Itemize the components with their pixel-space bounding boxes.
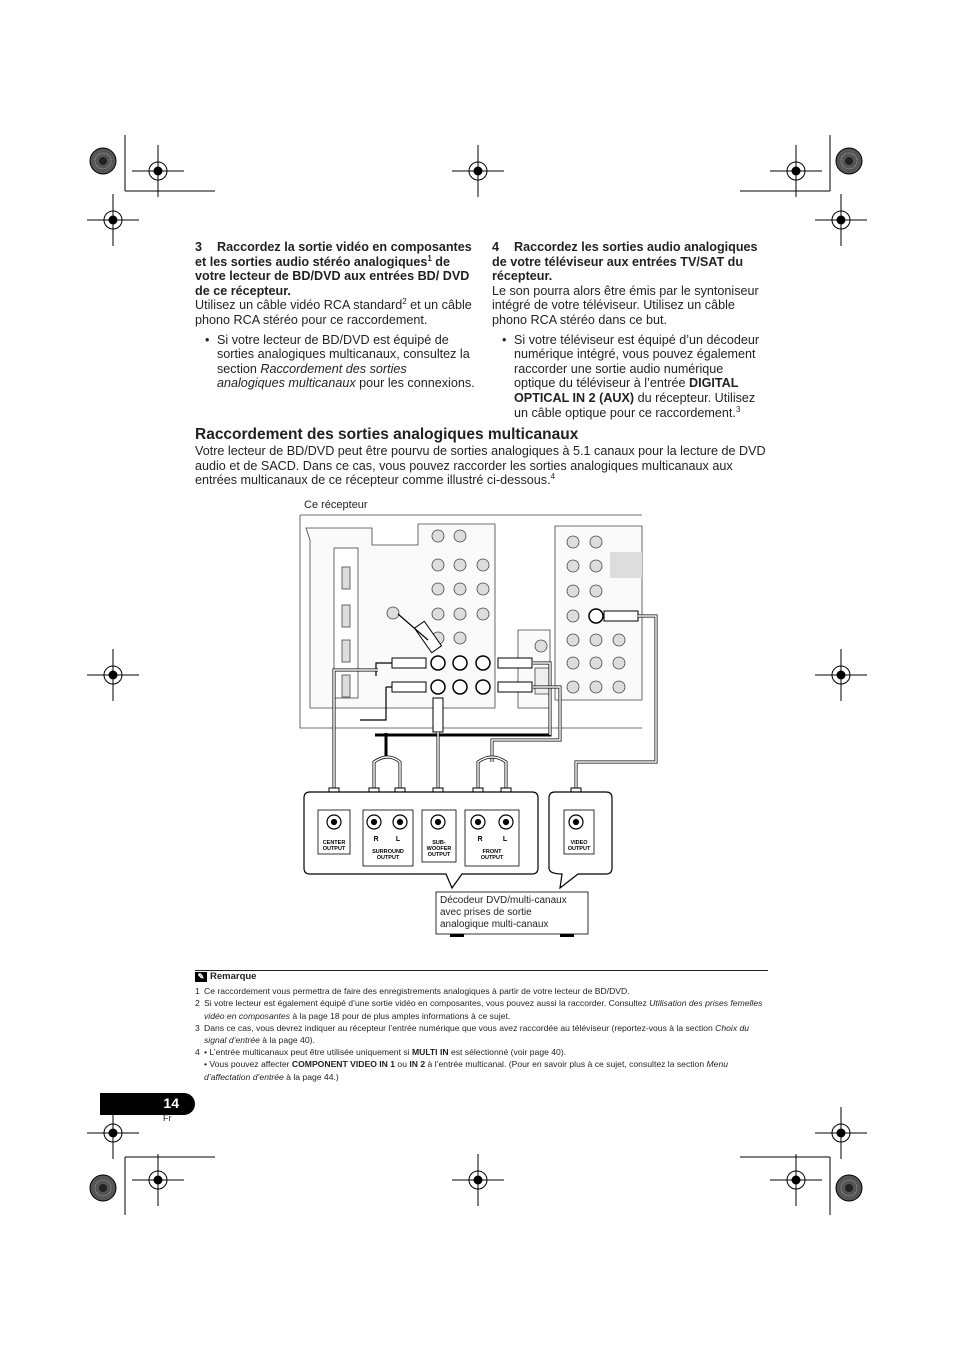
registration-target-icon — [815, 1107, 867, 1159]
center-output-label-2: OUTPUT — [322, 846, 346, 852]
step-number: 3 — [195, 240, 203, 254]
step-4-heading-text: Raccordez les sorties audio analogiques de votre téléviseur aux entrées TV/SAT du récepteur. — [492, 240, 758, 284]
note-4: 4 • L’entrée multicanaux peut être utilisée uniquement si MULTI IN est sélectionné (voir page 40). — [195, 1047, 567, 1058]
video-output-label-1: VIDEO — [570, 840, 588, 846]
step-3-bullet: • Si votre lecteur de BD/DVD est équipé de sorties analogiques multicanaux, consultez la section Raccordement des sorties analogiques multicanaux pour les connexions. — [205, 332, 475, 391]
surround-l-label: L — [395, 836, 401, 843]
subwoofer-output-label-3: OUTPUT — [427, 852, 451, 858]
rosette-icon — [836, 148, 862, 174]
subwoofer-output-label-1: SUB- — [432, 840, 446, 846]
language-code: Fr — [163, 1113, 172, 1123]
registration-target-icon — [815, 194, 867, 246]
registration-target-icon — [87, 194, 139, 246]
step-4-block — [492, 240, 768, 420]
footnote-ref: 4 — [550, 472, 556, 482]
callout-line-3: analogique multi-canaux — [440, 919, 549, 930]
decoder-callout — [436, 892, 588, 937]
registration-target-icon — [132, 145, 184, 197]
center-output-label-1: CENTER — [322, 840, 346, 846]
registration-target-icon — [452, 145, 504, 197]
front-output-label-1: FRONT — [482, 849, 502, 855]
step-4-body: Le son pourra alors être émis par le syntoniseur intégré de votre téléviseur. Utilisez un câble phono RCA stéréo dans ce but. — [492, 283, 759, 327]
registration-target-icon — [770, 1154, 822, 1206]
note-1: 1 Ce raccordement vous permettra de faire des enregistrements analogiques à partir de votre lecteur de BD/DVD. — [195, 986, 630, 997]
connection-diagram — [290, 495, 660, 945]
step-number: 4 — [492, 240, 500, 254]
section-reference: Raccordement des sorties analogiques multicanaux — [217, 361, 407, 391]
step-3-body: Utilisez un câble vidéo RCA standard$^2$ et un câble phono RCA stéréo pour ce raccordement. — [195, 297, 472, 327]
surround-output-label-2: OUTPUT — [376, 855, 400, 861]
registration-target-icon — [132, 1154, 184, 1206]
input-name: DIGITAL OPTICAL IN 2 (AUX) — [514, 376, 739, 405]
video-output-label-2: OUTPUT — [567, 846, 591, 852]
footnote-ref: 1 — [427, 253, 432, 263]
footnote-ref: 2 — [402, 297, 407, 307]
subwoofer-output-label-2: WOOFER — [426, 846, 452, 852]
surround-r-label: R — [373, 836, 379, 843]
callout-line-2: avec prises de sortie — [440, 907, 532, 918]
registration-target-icon — [770, 145, 822, 197]
registration-target-icon — [452, 1154, 504, 1206]
section-intro: Votre lecteur de BD/DVD peut être pourvu de sorties analogiques à 5.1 canaux pour la lecture de DVD audio et de SACD. Dans ce cas, vous pouvez raccorder les sorties analogiques multicanaux aux entrées multicanaux de ce récepteur comme illustré ci-dessous.$^4$ — [195, 444, 766, 488]
step-3-block — [195, 240, 475, 391]
receiver-label: Ce récepteur — [304, 499, 368, 511]
section-title: Raccordement des sorties analogiques multicanaux — [195, 426, 579, 443]
step-3-heading-text-end: de votre lecteur de BD/DVD aux entrées BD/ DVD de ce récepteur. — [195, 254, 470, 298]
footnote-ref: 3 — [735, 404, 741, 414]
note-4b: • Vous pouvez affecter COMPONENT VIDEO IN 1 ou IN 2 à l’entrée multicanal. (Pour en savoir plus à ce sujet, consultez la section Menu d’affectation d’entrée à la page 44.) — [204, 1059, 728, 1082]
note-pencil-icon: ✎ — [195, 972, 207, 982]
front-l-label: L — [502, 836, 508, 843]
notes-block — [195, 971, 770, 1083]
front-r-label: R — [477, 836, 483, 843]
front-output-label-2: OUTPUT — [480, 855, 504, 861]
page-number-badge — [100, 1093, 195, 1115]
rosette-icon — [836, 1175, 862, 1201]
rosette-icon — [90, 148, 116, 174]
registration-target-icon — [87, 649, 139, 701]
callout-line-1: Décodeur DVD/multi-canaux — [440, 895, 567, 906]
step-4-heading — [492, 240, 768, 284]
page-number: 14 — [163, 1095, 179, 1111]
note-2: 2 Si votre lecteur est également équipé d’une sortie vidéo en composantes, vous pouvez aussi la raccorder. Consultez Utilisation des prises femelles vidéo en composantes à la page 18 pour de plus amples informations à ce sujet. — [195, 998, 763, 1021]
rosette-icon — [90, 1175, 116, 1201]
registration-target-icon — [815, 649, 867, 701]
step-3-heading — [195, 240, 475, 298]
step-4-bullet: • Si votre téléviseur est équipé d’un décodeur numérique intégré, vous pouvez également raccorder une sortie audio numérique optique du téléviseur à l’entrée DIGITAL OPTICAL IN 2 (AUX) du récepteur. Utilisez un câble optique pour ce raccordement.$^3$ — [502, 332, 760, 420]
step-3-heading-text: Raccordez la sortie vidéo en composantes et les sorties audio stéréo analogiques — [195, 240, 472, 269]
note-3: 3 Dans ce cas, vous devrez indiquer au récepteur l’entrée numérique que vous avez raccordée au téléviseur (reportez-vous à la section Choix du signal d’entrée à la page 40). — [195, 1022, 750, 1046]
surround-output-label-1: SURROUND — [372, 849, 404, 855]
notes-heading: ✎ Remarque — [195, 971, 770, 983]
